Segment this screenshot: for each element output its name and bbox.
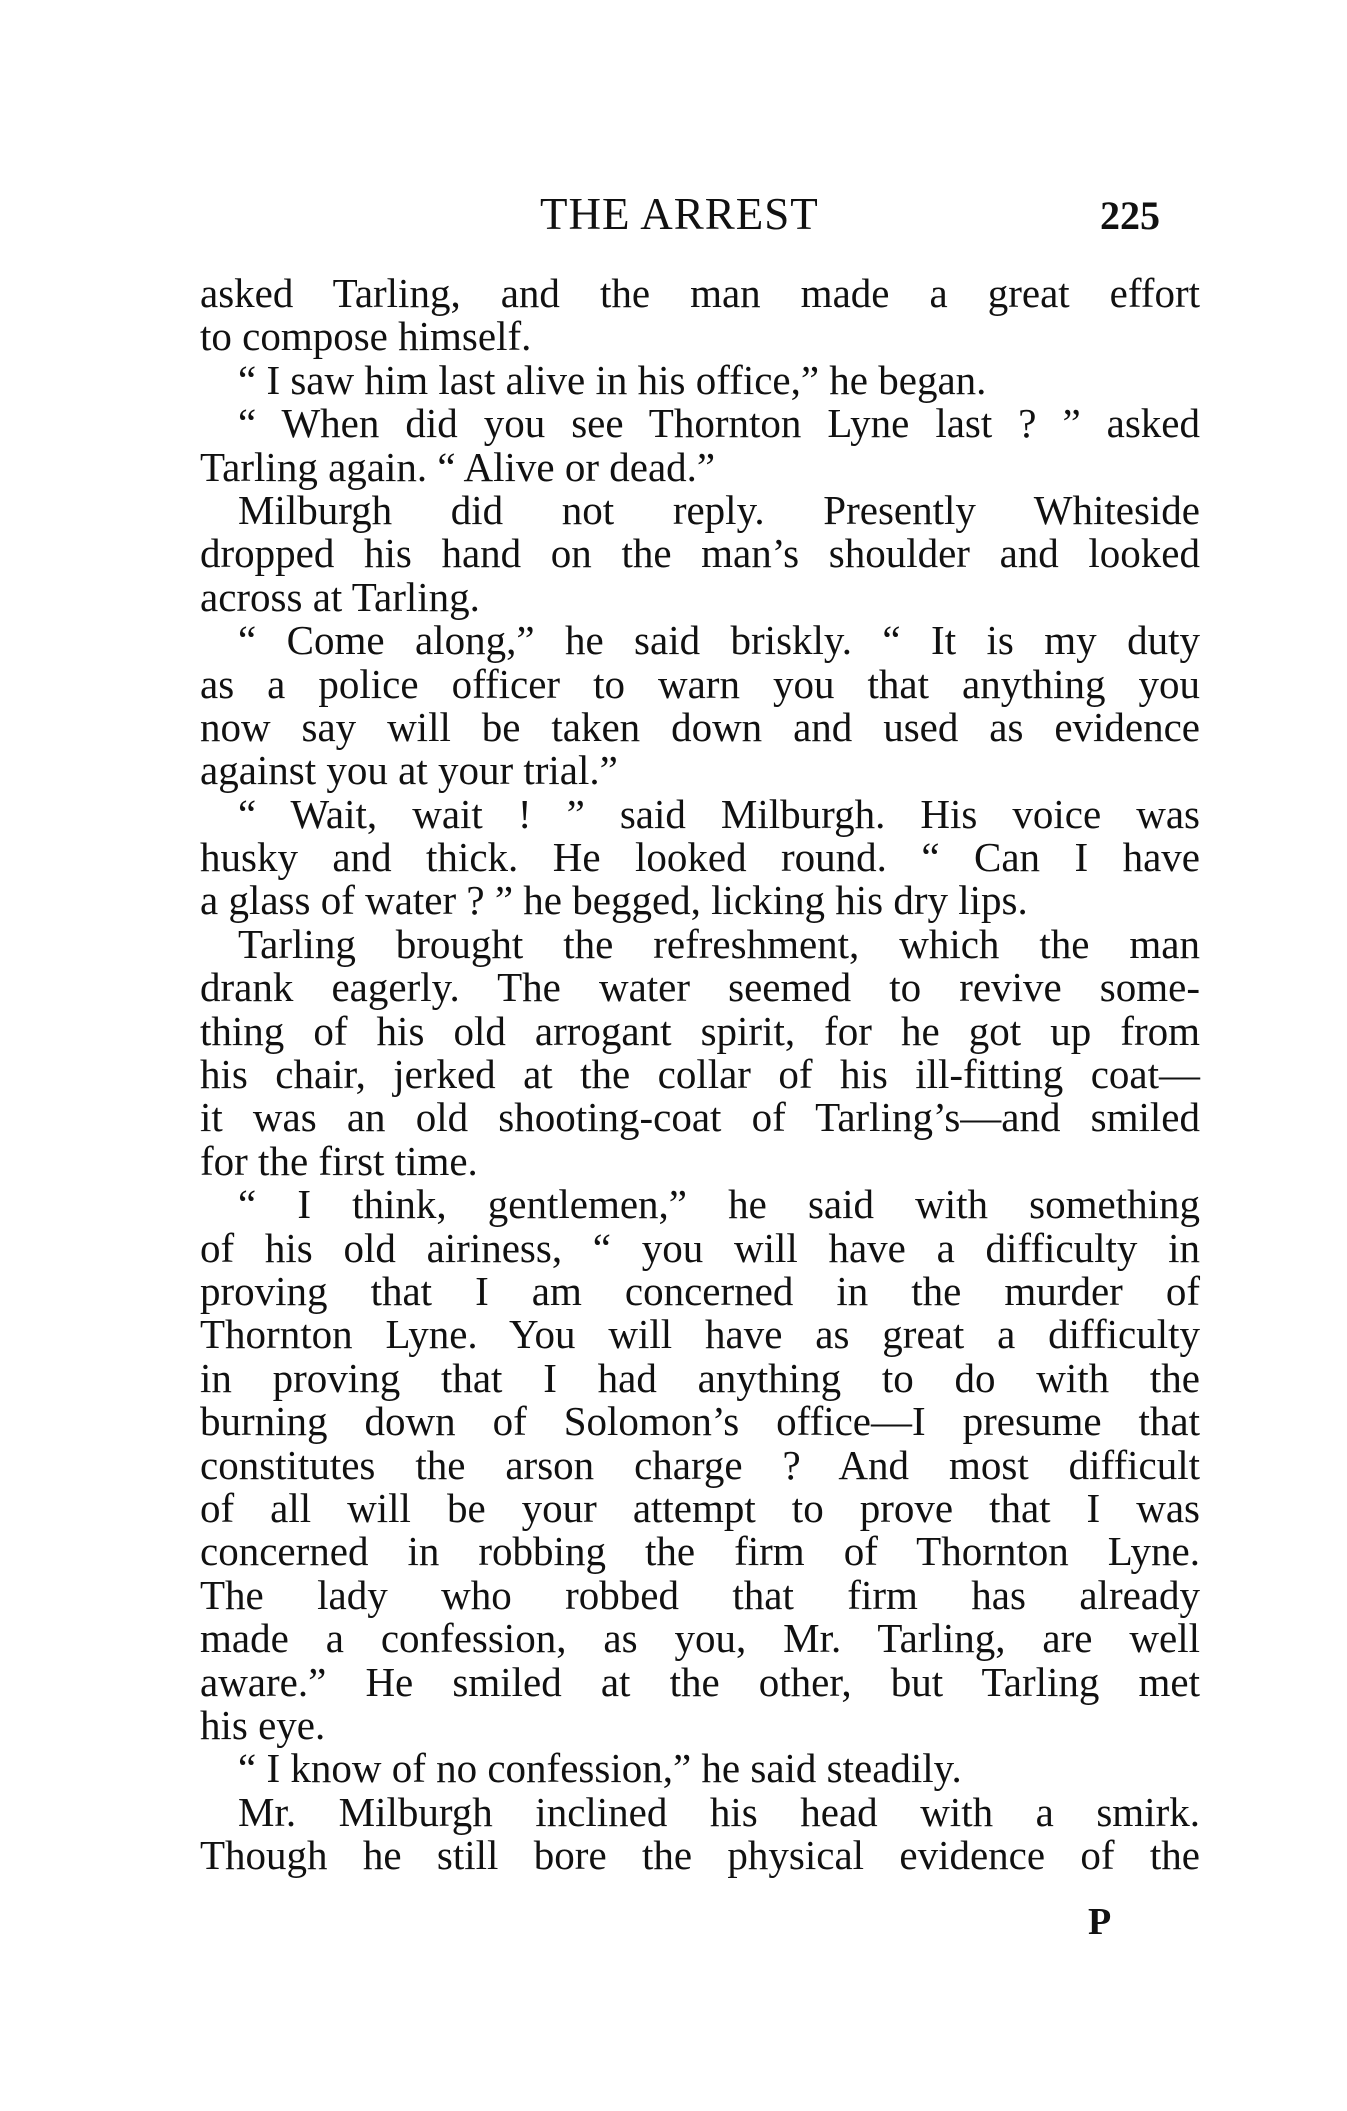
text-line: in proving that I had anything to do with the bbox=[200, 1354, 1200, 1401]
text-line: his chair, jerked at the collar of his ill-fitting coat— bbox=[200, 1051, 1200, 1098]
chapter-title: THE ARREST bbox=[540, 189, 819, 239]
text-line: Tarling again. “ Alive or dead.” bbox=[200, 443, 716, 490]
text-line: constitutes the arson charge ? And most difficult bbox=[200, 1441, 1200, 1488]
text-line: of his old airiness, “ you will have a difficulty in bbox=[200, 1224, 1200, 1271]
text-line: against you at your trial.” bbox=[200, 747, 618, 794]
text-line: Mr. Milburgh inclined his head with a smirk. bbox=[238, 1788, 1200, 1835]
text-line: Milburgh did not reply. Presently Whiteside bbox=[238, 486, 1200, 533]
text-line: his eye. bbox=[200, 1701, 326, 1748]
text-line: “ I know of no confession,” he said steadily. bbox=[238, 1745, 962, 1792]
text-line: as a police officer to warn you that anything you bbox=[200, 660, 1200, 707]
running-head bbox=[200, 188, 1200, 248]
text-line: it was an old shooting-coat of Tarling’s—and smiled bbox=[200, 1094, 1200, 1141]
text-line: burning down of Solomon’s office—I presume that bbox=[200, 1398, 1200, 1445]
text-line: of all will be your attempt to prove that I was bbox=[200, 1484, 1200, 1531]
text-line: “ When did you see Thornton Lyne last ? ” asked bbox=[238, 400, 1200, 447]
text-line: asked Tarling, and the man made a great effort bbox=[200, 270, 1200, 316]
text-line: aware.” He smiled at the other, but Tarling met bbox=[200, 1658, 1200, 1705]
text-line: drank eagerly. The water seemed to revive some- bbox=[200, 964, 1200, 1011]
text-line: concerned in robbing the firm of Thornton Lyne. bbox=[200, 1528, 1200, 1575]
text-line: to compose himself. bbox=[200, 313, 532, 360]
text-line: a glass of water ? ” he begged, licking his dry lips. bbox=[200, 877, 1028, 924]
text-line: “ Come along,” he said briskly. “ It is my duty bbox=[238, 617, 1200, 664]
text-line: across at Tarling. bbox=[200, 573, 480, 620]
text-line: “ I saw him last alive in his office,” he began. bbox=[238, 356, 987, 403]
page-number: 225 bbox=[1100, 193, 1160, 238]
text-line: Tarling brought the refreshment, which the man bbox=[238, 920, 1200, 967]
text-line: thing of his old arrogant spirit, for he got up from bbox=[200, 1007, 1200, 1054]
text-line: The lady who robbed that firm has already bbox=[200, 1571, 1200, 1618]
text-line: made a confession, as you, Mr. Tarling, are well bbox=[200, 1615, 1200, 1662]
text-line: “ I think, gentlemen,” he said with something bbox=[238, 1181, 1200, 1228]
text-line: dropped his hand on the man’s shoulder and looked bbox=[200, 530, 1200, 577]
signature-mark: P bbox=[1088, 1901, 1112, 1943]
text-line: “ Wait, wait ! ” said Milburgh. His voice was bbox=[238, 790, 1200, 837]
text-line: now say will be taken down and used as evidence bbox=[200, 703, 1200, 750]
text-line: Thornton Lyne. You will have as great a difficulty bbox=[200, 1311, 1200, 1358]
text-line: proving that I am concerned in the murder of bbox=[200, 1267, 1200, 1314]
body-text bbox=[200, 272, 1200, 1877]
text-line: for the first time. bbox=[200, 1137, 478, 1184]
text-line: Though he still bore the physical evidence of the bbox=[200, 1832, 1200, 1879]
text-line: husky and thick. He looked round. “ Can I have bbox=[200, 834, 1200, 881]
